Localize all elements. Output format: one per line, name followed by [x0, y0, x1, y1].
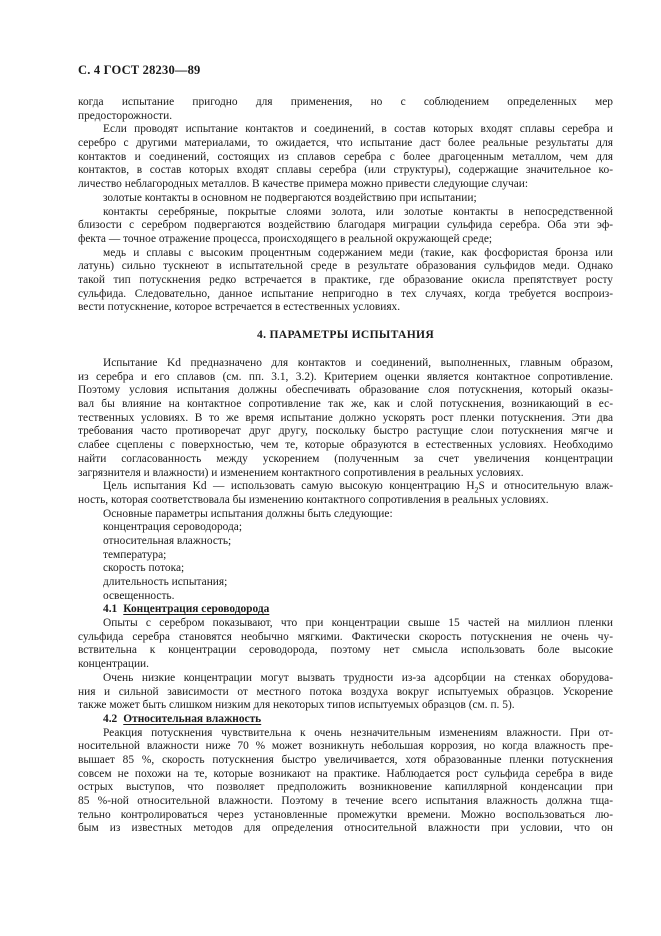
text-line: контактов и соединений, состоящих из сплавов серебра с более драгоценным металлом, чем для [78, 150, 613, 163]
text-line: загрязнителя и влажности) и изменением контактного сопротивления в реальных условиях. [78, 466, 524, 479]
text-line: Очень низкие концентрации могут вызвать трудности из-за адсорбции на стенках оборудова- [103, 671, 613, 684]
text-line: найти согласованность между ускорением (полученным за счет увеличения концентрации [78, 452, 613, 465]
text-line: Опыты с серебром показывают, что при концентрации свыше 15 частей на миллион пленки [103, 617, 613, 630]
purpose-text-a: Цель испытания Kd — использовать самую высокую концентрацию H [103, 480, 475, 493]
text-line: такой тип потускнения редко встречается в практике, где образование окисла препятствует росту [78, 273, 613, 286]
params-list [78, 521, 613, 603]
purpose-text-b: S и относительную влаж- [478, 480, 613, 493]
text-line: 85 %-ной относительной влажности. Поэтому в течение всего испытания влажность должна тща- [78, 795, 613, 807]
text-line: носительной влажности ниже 70 % может возникнуть небольшая коррозия, но когда влажность пре- [78, 740, 613, 753]
text-line: золотые контакты в основном не подвергаются воздействию при испытании; [103, 191, 477, 204]
purpose-line-1 [78, 480, 613, 494]
subsection-title: Относительная влажность [123, 712, 262, 725]
text-line: слабее сцеплены с поверхностью, чем те, которые образуются в естественных условиях. Необходимо [78, 439, 613, 452]
text-line: сульфида. Следовательно, данное испытание непригодно в тех случаях, когда требуется воспроиз- [78, 287, 613, 300]
paragraph-lines [78, 96, 613, 315]
text-line: контакты серебряные, покрытые слоями золота, или золотые контакты в непосредственной [103, 205, 613, 218]
params-list-item: концентрация сероводорода; [103, 521, 243, 534]
subsection-number: 4.1 [103, 603, 118, 616]
text-line: бым из известных методов для определения относительной влажности при условии, что он [78, 822, 613, 835]
params-intro: Основные параметры испытания должны быть следующие: [103, 507, 393, 520]
subsection-heading-4-1 [78, 603, 613, 617]
text-line: серебро с другими материалами, то ожидается, что испытание даст более реальные результаты для [78, 137, 613, 150]
text-line: близости с серебром подвергаются воздействию благодаря миграции сульфида серебра. Оба эти эф- [78, 219, 613, 232]
text-line: вышает 85 %, скорость потускнения быстро увеличивается, хотя образованные пленки потускнения [78, 753, 613, 766]
text-line: вал бы влияние на контактное сопротивление так же, как и слой потускнения, возникающий в ес- [78, 398, 613, 411]
text-line: Реакция потускнения чувствительна к очень незначительным изменениям влажности. При от- [103, 726, 613, 739]
text-line: контактов, в состав которых входят сплавы серебра (или структуры), содержащие значительное ко- [78, 164, 613, 177]
subsection-number: 4.2 [103, 712, 118, 725]
text-line: Поэтому условия испытания должны обеспечивать образование слоя потускнения, который оказы- [78, 384, 613, 397]
params-list-item: относительная влажность; [103, 534, 232, 547]
paragraph-lines [78, 357, 613, 480]
subsection-heading-4-2 [78, 713, 613, 727]
text-line: тественных условиях. В то же время испытание должно ускорять рост пленки потускнения. Эти два [78, 411, 613, 424]
text-line: латунь) сильно тускнеют в испытательной среде в результате образования сульфидов меди. Однако [78, 260, 613, 273]
subsection-title: Концентрация сероводорода [123, 603, 270, 616]
params-list-item: длительность испытания; [103, 576, 228, 588]
page-header: С. 4 ГОСТ 28230—89 [78, 63, 201, 77]
text-line: личество неблагородных металлов. В качестве примера можно привести следующие случаи: [78, 178, 529, 191]
text-line: острых выступов, что позволяет предположить возникновение капиллярной конденсации при [78, 781, 613, 794]
text-line: также может быть слишком низким для некоторых типов испытуемых образцов (см. п. 5). [78, 699, 515, 712]
text-line: ния и сильной зависимости от местного потока воздуха вокруг испытуемых образцов. Ускорение [78, 685, 613, 698]
text-line: вствительна к концентрации сероводорода, поэтому нет смысла использовать боле высокие [78, 644, 613, 657]
params-list-item: температура; [103, 548, 167, 561]
text-line: медь и сплавы с высоким процентным содержанием меди (такие, как фосфористая бронза или [103, 246, 613, 259]
text-line: требования часто противоречат друг другу, поскольку быстро растущие слои потускнения мягче и [78, 425, 613, 438]
subsection-body-4-2 [78, 727, 613, 837]
purpose-line-2: ность, которая соответствовала бы изменению контактного сопротивления в реальных условиях. [78, 493, 549, 506]
text-line: когда испытание пригодно для применения, но с соблюдением определенных мер [78, 96, 613, 108]
text-line: тельно контролироваться через установленные промежутки времени. Можно воспользоваться лю- [78, 808, 613, 821]
text-line: Испытание Kd предназначено для контактов и соединений, выполненных, главным образом, [103, 357, 613, 369]
text-line: вести потускнение, которое встречается в естественных условиях. [78, 301, 401, 314]
params-list-item: освещенность. [103, 589, 175, 602]
section-heading: 4. ПАРАМЕТРЫ ИСПЫТАНИЯ [256, 328, 435, 341]
text-line: из серебра и его сплавов (см. пп. 3.1, 3.2). Критерием оценки является контактное сопротивление. [78, 370, 613, 383]
paragraph-block-parameters [78, 357, 613, 836]
text-line: Если проводят испытание контактов и соединений, в состав которых входят сплавы серебра и [103, 123, 613, 136]
text-line: концентрации. [78, 658, 149, 671]
params-list-item: скорость потока; [103, 562, 185, 575]
text-line: совсем не похожи на те, которые возникают на практике. Наблюдается рост сульфида серебра в виде [78, 767, 613, 780]
text-line: фекта — точное отражение процесса, происходящего в реальной окружающей среде; [78, 232, 493, 245]
text-line: предосторожности. [78, 109, 173, 122]
text-line: сульфида серебра становятся необычно мягкими. Фактически скорость потускнения не очень чу- [78, 630, 613, 643]
purpose-subscript: 2 [474, 485, 479, 494]
paragraph-block-intro [78, 96, 613, 315]
subsection-body-4-1 [78, 617, 613, 713]
